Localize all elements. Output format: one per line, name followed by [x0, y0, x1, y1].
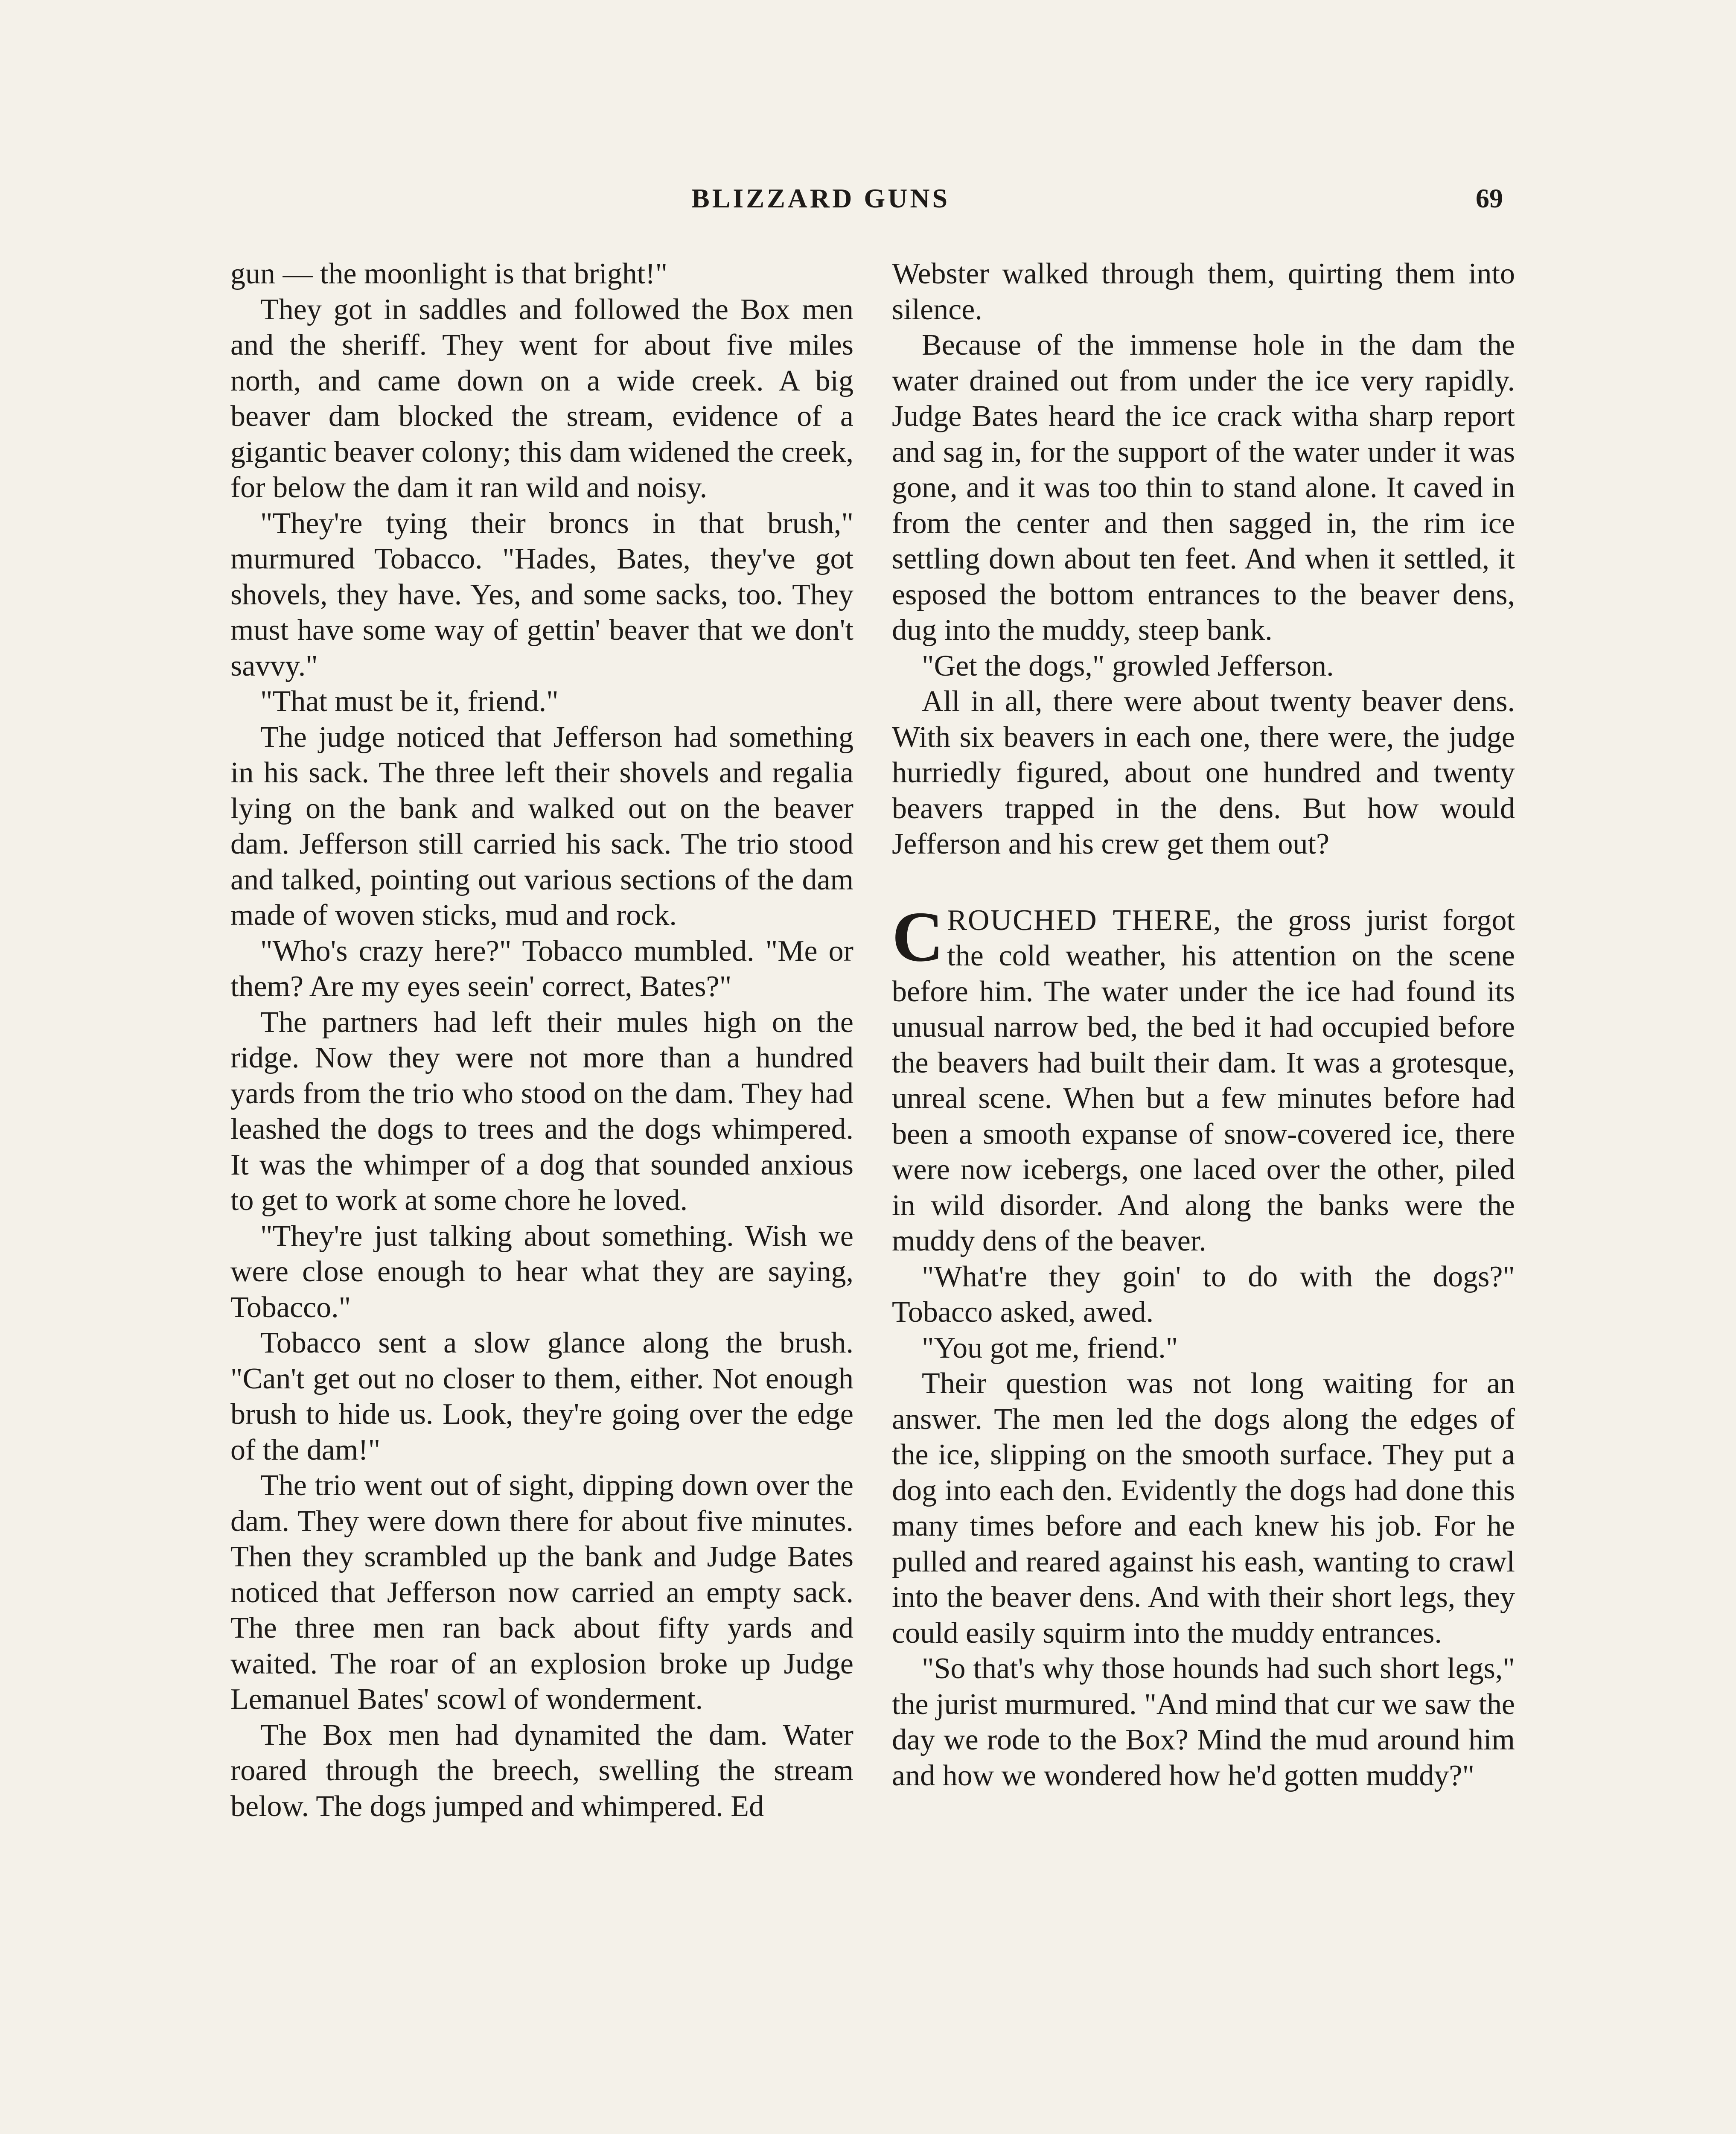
paragraph: "They're tying their broncs in that brush," murmured Tobacco. "Hades, Bates, they've got shovels, they have. Yes, and some sacks, too. They must have some way of gettin' beaver that we don't savvy." [230, 507, 853, 682]
paragraph: Webster walked through them, quirting them into silence. [892, 257, 1515, 326]
running-title: BLIZZARD GUNS [691, 183, 950, 213]
paragraph: The judge noticed that Jefferson had something in his sack. The three left their shovels and regalia lying on the bank and walked out on the beaver dam. Jefferson still carried his sack. The trio stood and talked, pointing out various sections of the dam made of woven sticks, mud and rock. [230, 720, 853, 932]
paragraph: The partners had left their mules high on the ridge. Now they were not more than a hundred yards from the trio who stood on the dam. They had leashed the dogs to trees and the dogs whimpered. It was the whimper of a dog that sounded anxious to get to work at some chore he loved. [230, 1006, 853, 1217]
paragraph: "Who's crazy here?" Tobacco mumbled. "Me or them? Are my eyes seein' correct, Bates?" [230, 934, 853, 1003]
section-opening-text: the gross jurist forgot the cold weather, his attention on the scene before him. The water under the ice had found its unusual narrow bed, the bed it had occupied before the beavers had built their dam. It was a grotesque, unreal scene. When but a few minutes before had been a smooth expanse of snow-covered ice, there were now icebergs, one laced over the other, piled in wild disorder. And along the banks were the muddy dens of the beaver. [892, 904, 1515, 1257]
drop-cap: C [892, 897, 944, 977]
paragraph: gun — the moonlight is that bright!" [230, 257, 668, 290]
section-opening-paragraph [892, 897, 1515, 1259]
paragraph: Tobacco sent a slow glance along the brush. "Can't get out no closer to them, either. Not enough brush to hide us. Look, they're going over the edge of the dam!" [230, 1326, 853, 1466]
paragraph: The trio went out of sight, dipping down over the dam. They were down there for about five minutes. Then they scrambled up the bank and Judge Bates noticed that Jefferson now carried an empty sack. The three men ran back about fifty yards and waited. The roar of an explosion broke up Judge Lemanuel Bates' scowl of wonderment. [230, 1469, 853, 1716]
right-column [892, 256, 1515, 1793]
paragraph: The Box men had dynamited the dam. Water roared through the breech, swelling the stream below. The dogs jumped and whimpered. Ed [230, 1718, 853, 1823]
paragraph: "What're they goin' to do with the dogs?" Tobacco asked, awed. [892, 1260, 1515, 1329]
lead-in-caps: ROUCHED THERE, [947, 904, 1222, 937]
paragraph: Their question was not long waiting for an answer. The men led the dogs along the edges of the ice, slipping on the smooth surface. They put a dog into each den. Evidently the dogs had done this many times before and each knew his job. For he pulled and reared against his eash, wanting to crawl into the beaver dens. And with their short legs, they could easily squirm into the muddy entrances. [892, 1367, 1515, 1650]
paragraph: "Get the dogs," growled Jefferson. [922, 649, 1334, 682]
paragraph: "You got me, friend." [922, 1331, 1178, 1364]
paragraph: "They're just talking about something. Wish we were close enough to hear what they are saying, Tobacco." [230, 1219, 853, 1324]
left-column [230, 256, 853, 1824]
paragraph: "So that's why those hounds had such short legs," the jurist murmured. "And mind that cur we saw the day we rode to the Box? Mind the mud around him and how we wondered how he'd gotten muddy?" [892, 1652, 1515, 1792]
paragraph: All in all, there were about twenty beaver dens. With six beavers in each one, there were, the judge hurriedly figured, about one hundred and twenty beavers trapped in the dens. But how would Jefferson and his crew get them out? [892, 685, 1515, 860]
paragraph: Because of the immense hole in the dam the water drained out from under the ice very rapidly. Judge Bates heard the ice crack witha sharp report and sag in, for the support of the water under it was gone, and it was too thin to stand alone. It caved in from the center and then sagged in, the rim ice settling down about ten feet. And when it settled, it esposed the bottom entrances to the beaver dens, dug into the muddy, steep bank. [892, 329, 1515, 647]
running-head [0, 183, 1736, 217]
paragraph: "That must be it, friend." [260, 685, 559, 718]
paragraph: They got in saddles and followed the Box men and the sheriff. They went for about five miles north, and came down on a wide creek. A big beaver dam blocked the stream, evidence of a gigantic beaver colony; this dam widened the creek, for below the dam it ran wild and noisy. [230, 293, 853, 504]
page-number: 69 [1476, 183, 1503, 213]
